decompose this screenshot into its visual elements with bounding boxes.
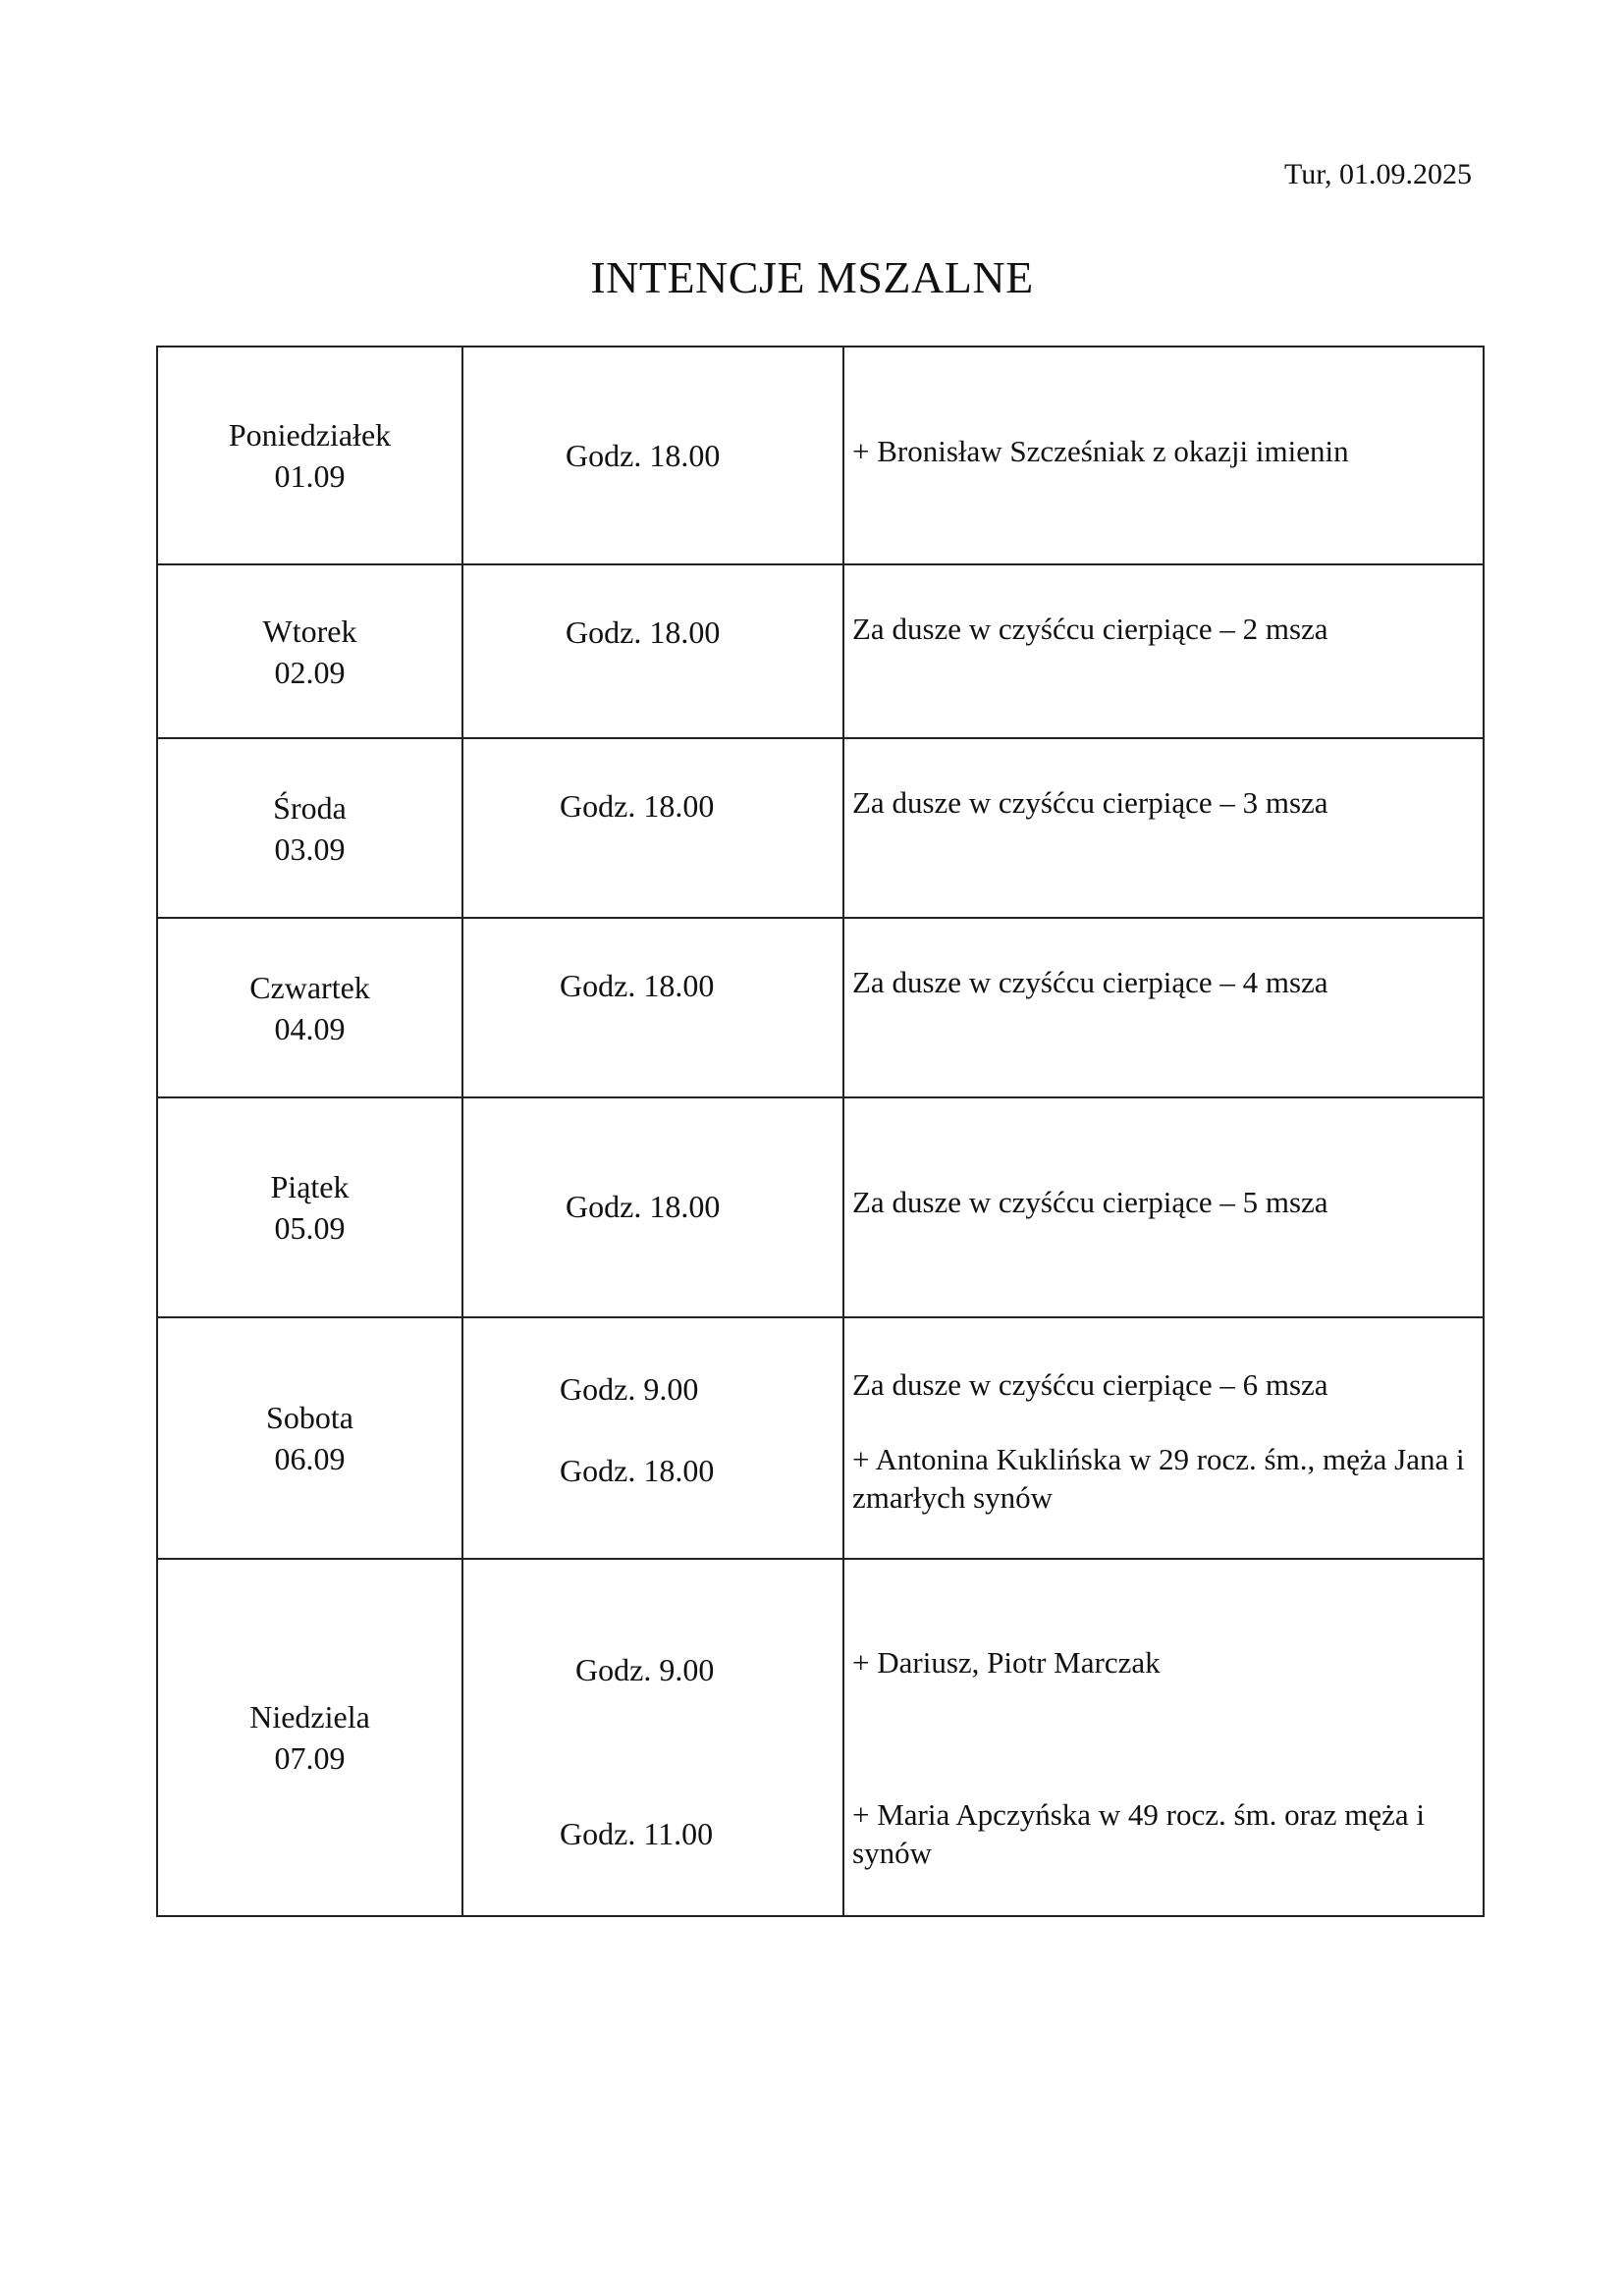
day-date: 01.09	[274, 458, 346, 494]
intention-cell	[843, 1317, 1484, 1559]
intention-cell	[843, 564, 1484, 738]
mass-intentions-table	[156, 346, 1485, 1917]
time-cell	[462, 1559, 843, 1916]
mass-time: Godz. 18.00	[566, 1189, 721, 1224]
day-cell	[157, 918, 462, 1097]
table-row	[157, 1317, 1484, 1559]
mass-intention: Za dusze w czyśćcu cierpiące – 2 msza	[852, 612, 1328, 646]
page-title: INTENCJE MSZALNE	[590, 252, 1034, 302]
day-name: Niedziela	[249, 1699, 370, 1735]
table-row	[157, 1097, 1484, 1317]
time-cell	[462, 564, 843, 738]
day-name: Piątek	[270, 1169, 350, 1204]
day-date: 04.09	[274, 1010, 346, 1046]
mass-intention: + Maria Apczyńska w 49 rocz. śm. oraz męża i synów	[852, 1797, 1426, 1870]
table-row	[157, 347, 1484, 564]
day-date: 02.09	[274, 654, 346, 690]
table-row	[157, 564, 1484, 738]
day-cell	[157, 564, 462, 738]
mass-intention: + Dariusz, Piotr Marczak	[852, 1645, 1161, 1680]
day-date: 06.09	[274, 1441, 346, 1476]
mass-intention: + Antonina Kuklińska w 29 rocz. śm., męża Jana i zmarłych synów	[852, 1442, 1465, 1515]
day-date: 05.09	[274, 1210, 346, 1246]
intention-cell	[843, 1097, 1484, 1317]
mass-time: Godz. 18.00	[560, 968, 715, 1003]
time-cell	[462, 347, 843, 564]
mass-intention: Za dusze w czyśćcu cierpiące – 5 msza	[852, 1185, 1328, 1219]
intention-cell	[843, 918, 1484, 1097]
day-cell	[157, 1317, 462, 1559]
day-name: Wtorek	[262, 613, 357, 649]
time-cell	[462, 738, 843, 918]
intention-cell	[843, 347, 1484, 564]
mass-time: Godz. 9.00	[560, 1371, 699, 1407]
day-name: Poniedziałek	[228, 417, 392, 453]
intention-cell	[843, 1559, 1484, 1916]
mass-intention: Za dusze w czyśćcu cierpiące – 6 msza	[852, 1367, 1328, 1402]
day-name: Sobota	[266, 1400, 353, 1435]
mass-intention: Za dusze w czyśćcu cierpiące – 4 msza	[852, 965, 1328, 999]
place-date: Tur, 01.09.2025	[1283, 158, 1472, 190]
mass-intention: + Bronisław Szcześniak z okazji imienin	[852, 434, 1349, 468]
table-row	[157, 918, 1484, 1097]
mass-time: Godz. 9.00	[575, 1652, 715, 1687]
day-cell	[157, 1559, 462, 1916]
mass-time: Godz. 11.00	[560, 1816, 714, 1851]
mass-intention: Za dusze w czyśćcu cierpiące – 3 msza	[852, 785, 1328, 820]
mass-time: Godz. 18.00	[560, 788, 715, 824]
table-row	[157, 1559, 1484, 1916]
day-date: 07.09	[274, 1740, 346, 1776]
day-cell	[157, 1097, 462, 1317]
mass-time: Godz. 18.00	[566, 614, 721, 650]
day-cell	[157, 738, 462, 918]
day-date: 03.09	[274, 830, 346, 867]
day-name: Środa	[273, 789, 347, 826]
intention-cell	[843, 738, 1484, 918]
day-cell	[157, 347, 462, 564]
table-row	[157, 738, 1484, 918]
mass-time: Godz. 18.00	[566, 438, 721, 473]
time-cell	[462, 1317, 843, 1559]
day-name: Czwartek	[249, 969, 370, 1005]
time-cell	[462, 918, 843, 1097]
time-cell	[462, 1097, 843, 1317]
mass-time: Godz. 18.00	[560, 1453, 715, 1488]
